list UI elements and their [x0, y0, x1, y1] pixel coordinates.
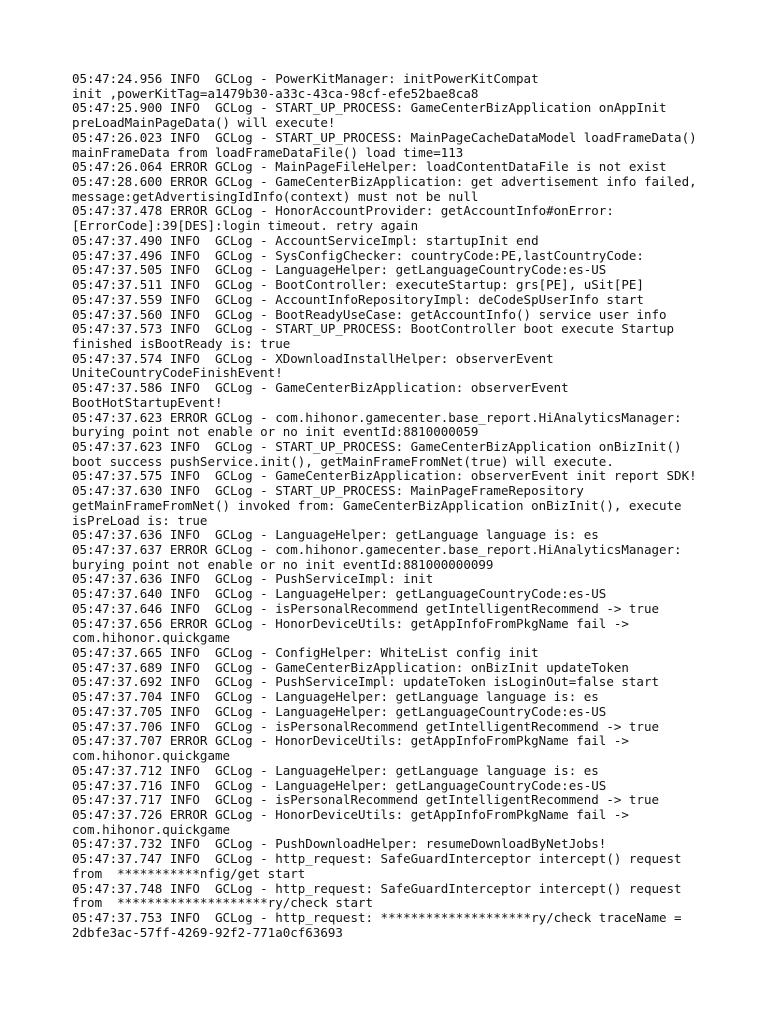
log-line: 05:47:37.630 INFO GCLog - START_UP_PROCESS: MainPageFrameRepository: [72, 483, 584, 499]
log-line: 05:47:37.505 INFO GCLog - LanguageHelper: getLanguageCountryCode:es-US: [72, 262, 607, 278]
log-line: 05:47:37.511 INFO GCLog - BootController: executeStartup: grs[PE], uSit[PE]: [72, 277, 644, 293]
log-line: 05:47:37.747 INFO GCLog - http_request: SafeGuardInterceptor intercept() request: [72, 851, 682, 867]
log-line: 05:47:37.560 INFO GCLog - BootReadyUseCase: getAccountInfo() service user info: [72, 306, 667, 322]
log-line: mainFrameData from loadFrameDataFile() load time=113: [72, 144, 464, 160]
log-line: 05:47:37.665 INFO GCLog - ConfigHelper: WhiteList config init: [72, 645, 539, 661]
log-line: 05:47:24.956 INFO GCLog - PowerKitManager: initPowerKitCompat: [72, 71, 539, 86]
log-line: 05:47:37.586 INFO GCLog - GameCenterBizApplication: observerEvent: [72, 380, 569, 396]
log-line: 05:47:37.748 INFO GCLog - http_request: SafeGuardInterceptor intercept() request: [72, 880, 682, 896]
log-line: 05:47:37.636 INFO GCLog - PushServiceImpl: init: [72, 571, 434, 587]
log-line: 05:47:37.575 INFO GCLog - GameCenterBizApplication: observerEvent init report SDK!: [72, 468, 697, 484]
log-line: 05:47:37.716 INFO GCLog - LanguageHelper: getLanguageCountryCode:es-US: [72, 777, 607, 793]
log-line: 05:47:37.496 INFO GCLog - SysConfigChecker: countryCode:PE,lastCountryCode:: [72, 247, 644, 263]
log-line: 05:47:37.712 INFO GCLog - LanguageHelper: getLanguage language is: es: [72, 762, 599, 778]
log-line: 05:47:25.900 INFO GCLog - START_UP_PROCESS: GameCenterBizApplication onAppInit: [72, 100, 667, 116]
log-line: UniteCountryCodeFinishEvent!: [72, 365, 283, 381]
log-line: 05:47:28.600 ERROR GCLog - GameCenterBizApplication: get advertisement info failed,: [72, 174, 697, 190]
log-document: [72, 72, 712, 940]
log-line: boot success pushService.init(), getMainFrameFromNet(true) will execute.: [72, 453, 614, 469]
log-line: preLoadMainPageData() will execute!: [72, 115, 336, 131]
log-line: 05:47:37.559 INFO GCLog - AccountInfoRepositoryImpl: deCodeSpUserInfo start: [72, 291, 644, 307]
log-line: com.hihonor.quickgame: [72, 748, 231, 764]
log-line: getMainFrameFromNet() invoked from: GameCenterBizApplication onBizInit(), execute: [72, 497, 682, 513]
log-line: 05:47:37.753 INFO GCLog - http_request: ********************ry/check traceName =: [72, 909, 682, 925]
log-line: 05:47:37.705 INFO GCLog - LanguageHelper: getLanguageCountryCode:es-US: [72, 703, 607, 719]
log-line: message:getAdvertisingIdInfo(context) must not be null: [72, 188, 479, 204]
log-line: 05:47:37.707 ERROR GCLog - HonorDeviceUtils: getAppInfoFromPkgName fail ->: [72, 733, 629, 749]
log-line: 05:47:37.623 INFO GCLog - START_UP_PROCESS: GameCenterBizApplication onBizInit(): [72, 438, 682, 454]
log-line: 05:47:37.646 INFO GCLog - isPersonalRecommend getIntelligentRecommend -> true: [72, 600, 659, 616]
log-line: BootHotStartupEvent!: [72, 394, 223, 410]
log-line: 05:47:37.726 ERROR GCLog - HonorDeviceUtils: getAppInfoFromPkgName fail ->: [72, 806, 629, 822]
log-line: 05:47:37.573 INFO GCLog - START_UP_PROCESS: BootController boot execute Startup: [72, 321, 675, 337]
log-line: 05:47:37.732 INFO GCLog - PushDownloadHelper: resumeDownloadByNetJobs!: [72, 836, 607, 852]
log-line: 05:47:37.656 ERROR GCLog - HonorDeviceUtils: getAppInfoFromPkgName fail ->: [72, 615, 629, 631]
log-line: burying point not enable or no init eventId:881000000099: [72, 556, 494, 572]
log-line: 05:47:37.689 INFO GCLog - GameCenterBizApplication: onBizInit updateToken: [72, 659, 629, 675]
log-line: 05:47:37.692 INFO GCLog - PushServiceImpl: updateToken isLoginOut=false start: [72, 674, 659, 690]
log-line: from ********************ry/check start: [72, 895, 374, 911]
log-line: 05:47:37.490 INFO GCLog - AccountServiceImpl: startupInit end: [72, 232, 539, 248]
log-line: from ***********nfig/get start: [72, 865, 306, 881]
log-line: 05:47:37.704 INFO GCLog - LanguageHelper: getLanguage language is: es: [72, 689, 599, 705]
log-line: 05:47:37.717 INFO GCLog - isPersonalRecommend getIntelligentRecommend -> true: [72, 792, 659, 808]
log-line: 05:47:37.706 INFO GCLog - isPersonalRecommend getIntelligentRecommend -> true: [72, 718, 659, 734]
log-line: 05:47:37.623 ERROR GCLog - com.hihonor.gamecenter.base_report.HiAnalyticsManager:: [72, 409, 682, 425]
log-line: [ErrorCode]:39[DES]:login timeout. retry again: [72, 218, 419, 234]
log-line: com.hihonor.quickgame: [72, 821, 231, 837]
log-line: 05:47:37.640 INFO GCLog - LanguageHelper: getLanguageCountryCode:es-US: [72, 586, 607, 602]
log-line: finished isBootReady is: true: [72, 335, 291, 351]
log-line: 05:47:37.637 ERROR GCLog - com.hihonor.gamecenter.base_report.HiAnalyticsManager:: [72, 542, 682, 557]
log-line: 05:47:26.064 ERROR GCLog - MainPageFileHelper: loadContentDataFile is not exist: [72, 159, 667, 175]
log-text-block: [72, 72, 712, 940]
log-line: 05:47:37.636 INFO GCLog - LanguageHelper: getLanguage language is: es: [72, 527, 599, 543]
log-line: 05:47:26.023 INFO GCLog - START_UP_PROCESS: MainPageCacheDataModel loadFrameData(): [72, 129, 697, 145]
log-line: com.hihonor.quickgame: [72, 630, 231, 646]
log-line: isPreLoad is: true: [72, 512, 208, 528]
log-line: init ,powerKitTag=a1479b30-a33c-43ca-98cf-efe52bae8ca8: [72, 85, 479, 101]
log-line: 05:47:37.478 ERROR GCLog - HonorAccountProvider: getAccountInfo#onError:: [72, 203, 614, 219]
log-line: burying point not enable or no init eventId:8810000059: [72, 424, 479, 440]
log-line: 2dbfe3ac-57ff-4269-92f2-771a0cf63693: [72, 924, 343, 940]
log-line: 05:47:37.574 INFO GCLog - XDownloadInstallHelper: observerEvent: [72, 350, 554, 366]
